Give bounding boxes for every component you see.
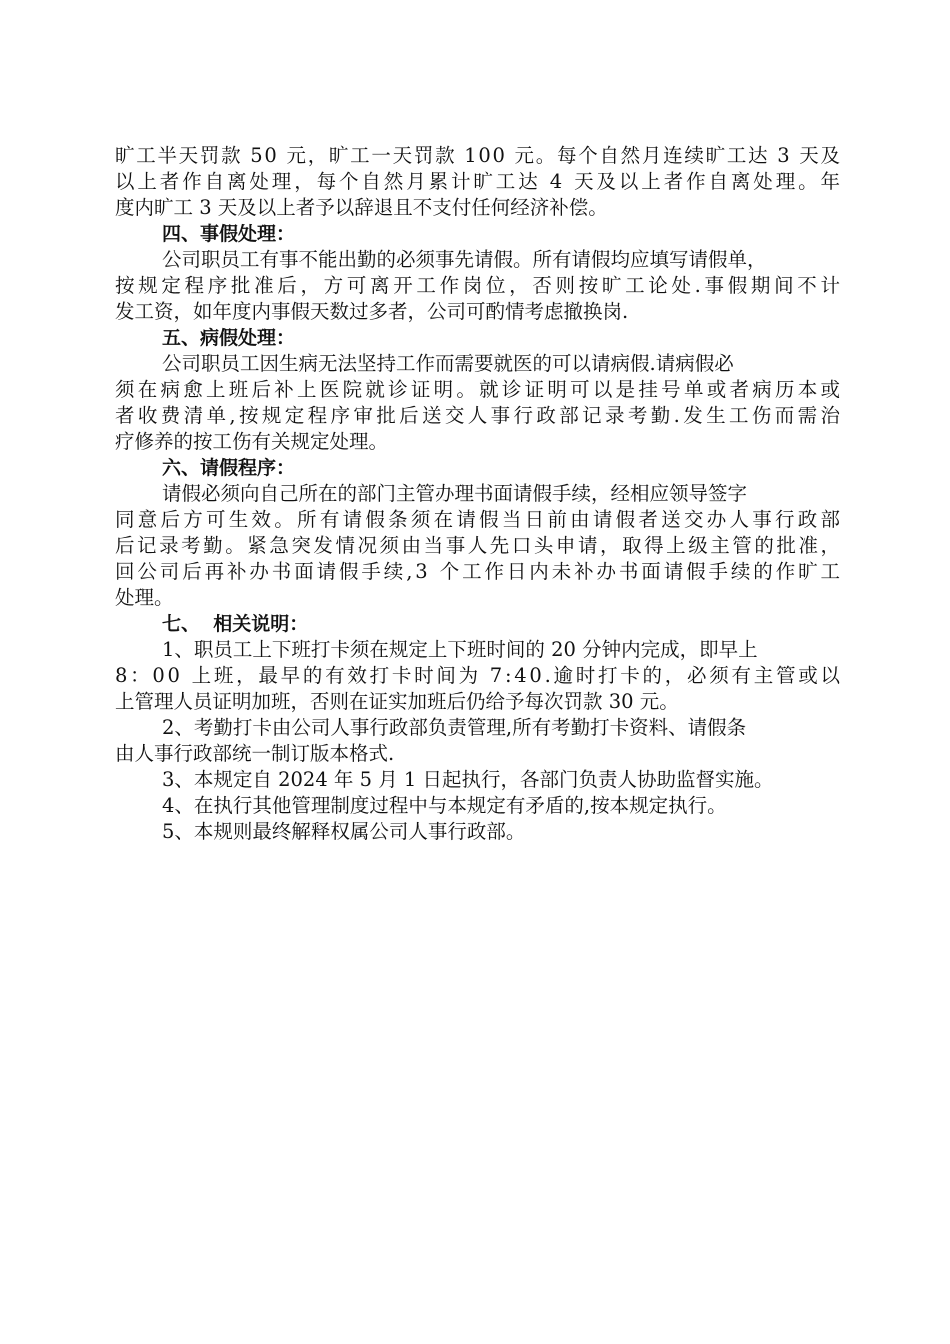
paragraph-leave-procedure bbox=[115, 481, 844, 611]
text-line: 同意后方可生效。所有请假条须在请假当日前由请假者送交办人事行政部 bbox=[115, 508, 844, 531]
text-line: 者收费清单,按规定程序审批后送交人事行政部记录考勤.发生工伤而需治 bbox=[115, 404, 844, 427]
text-line: 疗修养的按工伤有关规定处理。 bbox=[115, 430, 389, 453]
text-line: 后记录考勤。紧急突发情况须由当事人先口头申请，取得上级主管的批准， bbox=[115, 534, 843, 557]
paragraph-personal-leave bbox=[115, 247, 844, 325]
note-item-1 bbox=[115, 637, 843, 715]
text-line: 发工资，如年度内事假天数过多者，公司可酌情考虑撤换岗. bbox=[115, 300, 629, 323]
note-item-4 bbox=[115, 793, 840, 819]
text-line: 按规定程序批准后，方可离开工作岗位，否则按旷工论处.事假期间不计 bbox=[115, 274, 844, 297]
text-line: 公司职员工有事不能出勤的必须事先请假。所有请假均应填写请假单， bbox=[162, 248, 767, 271]
text-line: 上管理人员证明加班，否则在证实加班后仍给予每次罚款 30 元。 bbox=[115, 690, 679, 713]
note-item-2 bbox=[115, 715, 840, 767]
text-line: 请假必须向自己所在的部门主管办理书面请假手续，经相应领导签字 bbox=[162, 482, 748, 505]
section-heading-sick-leave: 五、病假处理： bbox=[162, 327, 296, 349]
text-line: 处理。 bbox=[115, 586, 174, 609]
paragraph-absence-penalty bbox=[115, 143, 843, 221]
text-line: 旷工半天罚款 50 元，旷工一天罚款 100 元。每个自然月连续旷工达 3 天及 bbox=[115, 144, 842, 167]
section-heading-leave-procedure: 六、请假程序： bbox=[162, 457, 296, 479]
paragraph-sick-leave bbox=[115, 351, 844, 455]
text-line: 1、职员工上下班打卡须在规定上下班时间的 20 分钟内完成，即早上 bbox=[162, 638, 758, 661]
text-line: 4、在执行其他管理制度过程中与本规定有矛盾的,按本规定执行。 bbox=[162, 794, 727, 817]
text-line: 度内旷工 3 天及以上者予以辞退且不支付任何经济补偿。 bbox=[115, 196, 608, 219]
note-item-5 bbox=[115, 819, 840, 845]
section-heading-personal-leave: 四、事假处理： bbox=[162, 223, 296, 245]
note-item-3 bbox=[115, 767, 840, 793]
section-heading-related-notes: 七、 相关说明： bbox=[162, 613, 309, 635]
text-line: 须在病愈上班后补上医院就诊证明。就诊证明可以是挂号单或者病历本或 bbox=[115, 378, 844, 401]
text-line: 5、本规则最终解释权属公司人事行政部。 bbox=[162, 820, 526, 843]
text-line: 公司职员工因生病无法坚持工作而需要就医的可以请病假.请病假必 bbox=[162, 352, 734, 375]
text-line: 3、本规定自 2024 年 5 月 1 日起执行，各部门负责人协助监督实施。 bbox=[162, 768, 774, 791]
text-line: 2、考勤打卡由公司人事行政部负责管理,所有考勤打卡资料、请假条 bbox=[162, 716, 747, 739]
text-line: 8：00 上班，最早的有效打卡时间为 7:40.逾时打卡的，必须有主管或以 bbox=[115, 664, 843, 687]
document-body bbox=[115, 143, 844, 845]
text-line: 回公司后再补办书面请假手续,3 个工作日内未补办书面请假手续的作旷工 bbox=[115, 560, 843, 583]
text-line: 由人事行政部统一制订版本格式. bbox=[115, 742, 395, 765]
text-line: 以上者作自离处理，每个自然月累计旷工达 4 天及以上者作自离处理。年 bbox=[115, 170, 843, 193]
